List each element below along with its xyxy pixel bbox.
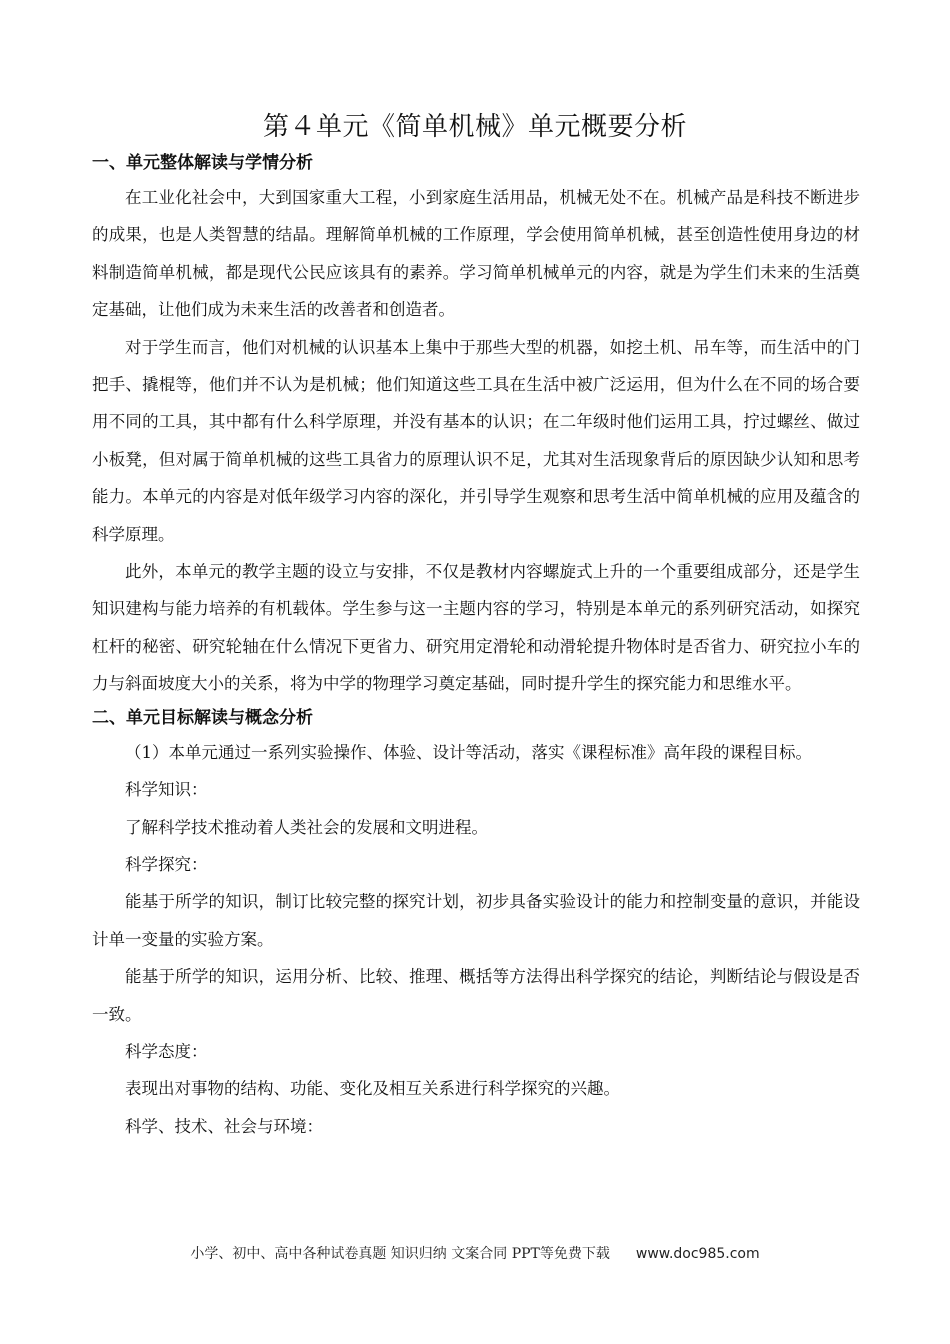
paragraph: 了解科学技术推动着人类社会的发展和文明进程。 [125, 817, 488, 837]
document-body [92, 148, 860, 1145]
paragraph: 能基于所学的知识，制订比较完整的探究计划，初步具备实验设计的能力和控制变量的意识，并能设计单一变量的实验方案。 [92, 892, 860, 949]
paragraph: 对于学生而言，他们对机械的认识基本上集中于那些大型的机器，如挖土机、吊车等，而生活中的门把手、撬棍等，他们并不认为是机械；他们知道这些工具在生活中被广泛运用，但为什么在不同的场合要用不同的工具，其中都有什么科学原理，并没有基本的认识；在二年级时他们运用工具，拧过螺丝、做过小板凳，但对属于简单机械的这些工具省力的原理认识不足，尤其对生活现象背后的原因缺少认知和思考能力。本单元的内容是对低年级学习内容的深化，并引导学生观察和思考生活中简单机械的应用及蕴含的科学原理。 [92, 337, 860, 544]
paragraph: 此外，本单元的教学主题的设立与安排，不仅是教材内容螺旋式上升的一个重要组成部分，还是学生知识建构与能力培养的有机载体。学生参与这一主题内容的学习，特别是本单元的系列研究活动，如探究杠杆的秘密、研究轮轴在什么情况下更省力、研究用定滑轮和动滑轮提升物体时是否省力、研究拉小车的力与斜面坡度大小的关系，将为中学的物理学习奠定基础，同时提升学生的探究能力和思维水平。 [92, 562, 860, 694]
paragraph-label: 科学知识： [125, 780, 208, 800]
footer-text: 小学、初中、高中各种试卷真题 知识归纳 文案合同 PPT等免费下载 [190, 1246, 610, 1262]
section-heading: 一、单元整体解读与学情分析 [92, 153, 313, 173]
section-objectives [92, 703, 860, 1145]
paragraph-label: 科学态度： [125, 1041, 208, 1061]
page-footer [0, 1243, 950, 1263]
paragraph-label: 科学探究： [125, 854, 208, 874]
paragraph: （1）本单元通过一系列实验操作、体验、设计等活动，落实《课程标准》高年段的课程目标。 [125, 742, 812, 762]
page-title: 第４单元《简单机械》单元概要分析 [262, 112, 687, 142]
paragraph: 在工业化社会中，大到国家重大工程，小到家庭生活用品，机械无处不在。机械产品是科技不断进步的成果，也是人类智慧的结晶。理解简单机械的工作原理，学会使用简单机械，甚至创造性使用身边的材料制造简单机械，都是现代公民应该具有的素养。学习简单机械单元的内容，就是为学生们未来的生活奠定基础，让他们成为未来生活的改善者和创造者。 [92, 188, 860, 320]
section-analysis [92, 148, 860, 703]
paragraph-label: 科学、技术、社会与环境： [125, 1116, 323, 1136]
footer-url-link[interactable]: www.doc985.com [635, 1246, 760, 1262]
section-heading: 二、单元目标解读与概念分析 [92, 707, 313, 728]
paragraph: 能基于所学的知识，运用分析、比较、推理、概括等方法得出科学探究的结论，判断结论与假设是否一致。 [92, 967, 860, 1024]
paragraph: 表现出对事物的结构、功能、变化及相互关系进行科学探究的兴趣。 [125, 1079, 620, 1099]
